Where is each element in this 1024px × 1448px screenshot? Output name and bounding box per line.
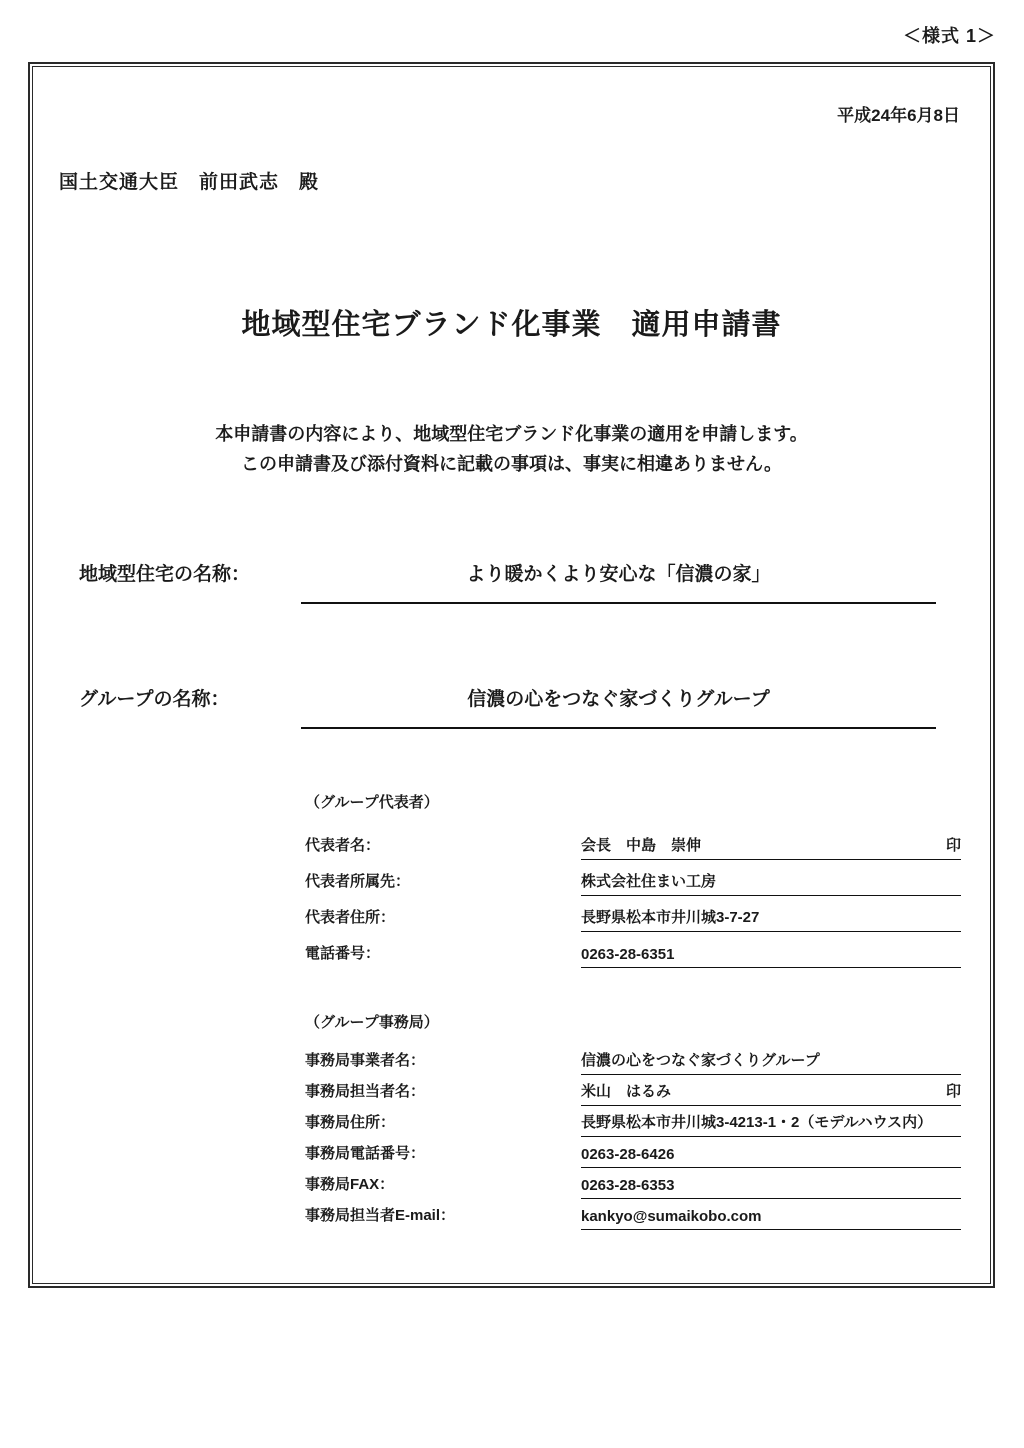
field-house-name-value: より暖かくより安心な「信濃の家」 <box>301 555 936 604</box>
office-address-label: 事務局住所： <box>305 1114 396 1131</box>
rep-phone-label: 電話番号： <box>305 945 381 962</box>
document-inner-border <box>32 66 991 1284</box>
rep-name-row <box>305 824 961 860</box>
rep-phone-value: 0263-28-6351 <box>581 946 675 963</box>
field-group-name-label: グループの名称： <box>79 689 230 710</box>
rep-affiliation-value: 株式会社住まい工房 <box>581 873 717 890</box>
declaration-line-1: 本申請書の内容により、地域型住宅ブランド化事業の適用を申請します。 <box>215 424 808 444</box>
field-group-name-value: 信濃の心をつなぐ家づくりグループ <box>301 680 936 729</box>
rep-name-label: 代表者名： <box>305 837 381 854</box>
rep-address-label: 代表者住所： <box>305 909 396 926</box>
office-email-field <box>581 1208 961 1230</box>
office-business-row <box>305 1044 961 1075</box>
representative-heading: （グループ代表者） <box>305 794 439 811</box>
rep-phone-field <box>581 946 961 968</box>
office-phone-label: 事務局電話番号： <box>305 1145 426 1162</box>
rep-address-value: 長野県松本市井川城3-7-27 <box>581 909 760 926</box>
office-fax-label: 事務局FAX： <box>305 1176 395 1193</box>
rep-address-field <box>581 906 961 932</box>
office-fax-field <box>581 1177 961 1199</box>
office-business-field <box>581 1049 961 1075</box>
rep-affiliation-label: 代表者所属先： <box>305 873 411 890</box>
rep-address-row <box>305 896 961 932</box>
secretariat-section <box>305 1011 961 1230</box>
office-address-value: 長野県松本市井川城3-4213-1・2（モデルハウス内） <box>581 1114 933 1131</box>
field-house-name <box>79 555 936 604</box>
office-email-label: 事務局担当者E-mail： <box>305 1207 456 1224</box>
rep-affiliation-field <box>581 870 961 896</box>
office-contact-field <box>581 1080 961 1106</box>
rep-name-value: 会長 中島 崇伸 <box>581 837 702 854</box>
addressee-line: 国土交通大臣 前田武志 殿 <box>59 172 320 193</box>
form-style-tag: ＜様式 1＞ <box>902 26 996 46</box>
office-phone-row <box>305 1137 961 1168</box>
secretariat-heading: （グループ事務局） <box>305 1014 439 1031</box>
office-phone-value: 0263-28-6426 <box>581 1146 675 1163</box>
office-fax-row <box>305 1168 961 1199</box>
office-contact-value: 米山 はるみ <box>581 1083 672 1100</box>
office-email-value: kankyo@sumaikobo.com <box>581 1208 762 1225</box>
office-business-label: 事務局事業者名： <box>305 1052 426 1069</box>
rep-name-field <box>581 834 961 860</box>
document-date: 平成24年6月8日 <box>837 106 960 125</box>
office-fax-value: 0263-28-6353 <box>581 1177 675 1194</box>
declaration-line-2: この申請書及び添付資料に記載の事項は、事実に相違ありません。 <box>240 454 783 474</box>
office-email-row <box>305 1199 961 1230</box>
office-address-row <box>305 1106 961 1137</box>
field-group-name <box>79 680 936 729</box>
office-contact-row <box>305 1075 961 1106</box>
document-outer-border <box>28 62 995 1288</box>
office-contact-label: 事務局担当者名： <box>305 1083 426 1100</box>
office-address-field <box>581 1111 961 1137</box>
field-house-name-label: 地域型住宅の名称： <box>79 564 251 585</box>
rep-phone-row <box>305 932 961 968</box>
document-title: 地域型住宅ブランド化事業 適用申請書 <box>241 309 782 341</box>
rep-affiliation-row <box>305 860 961 896</box>
office-business-value: 信濃の心をつなぐ家づくりグループ <box>581 1052 820 1069</box>
seal-mark: 印 <box>945 1083 961 1100</box>
office-phone-field <box>581 1146 961 1168</box>
declaration-text <box>33 419 990 479</box>
representative-section <box>305 791 961 968</box>
seal-mark: 印 <box>945 837 961 854</box>
